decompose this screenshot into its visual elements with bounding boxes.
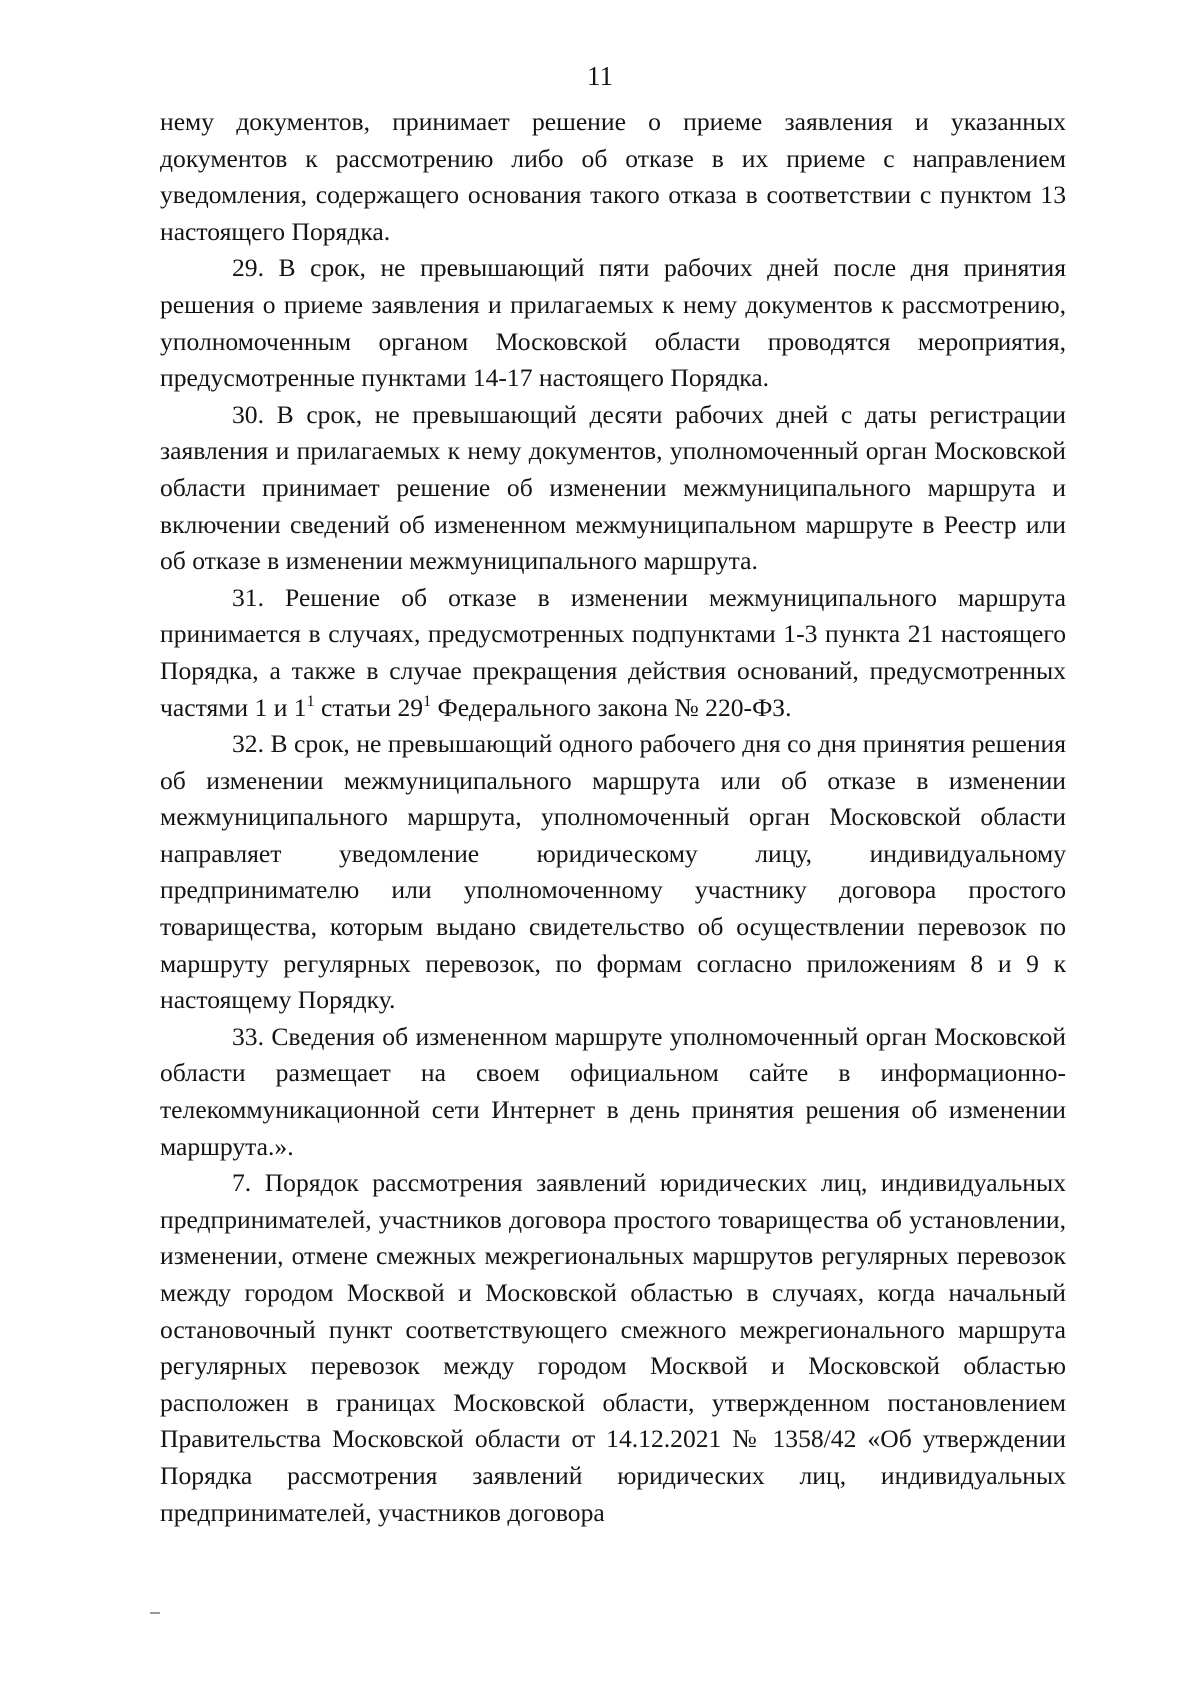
paragraph-30: 30. В срок, не превышающий десяти рабочих дней с даты регистрации заявления и прилагаемых к нему документов, уполномоченный орган Московской области принимает решение об изменении межмуниципального маршрута и включении сведений об измененном межмуниципальном маршруте в Реестр или об отказе в изменении межмуниципального маршрута. [160, 399, 1066, 576]
paragraph-32: 32. В срок, не превышающий одного рабочего дня со дня принятия решения об изменении межмуниципального маршрута или об отказе в изменении межмуниципального маршрута, уполномоченный орган Московской области направляет уведомление юридическому лицу, индивидуальному предпринимателю или уполномоченному участнику договора простого товарищества, которым выдано свидетельство об осуществлении перевозок по маршруту регулярных перевозок, по формам согласно приложениям 8 и 9 к настоящему Порядку. [160, 729, 1066, 1015]
paragraph-31 [160, 580, 1066, 726]
paragraph-31-text-part1: 31. Решение об отказе в изменении межмуниципального маршрута принимается в случаях, предусмотренных подпунктами 1-3 пункта 21 настоящего Порядка, а также в случае прекращения действия оснований, предусмотренных частями 1 и 1 [160, 582, 1066, 722]
page-number: 11 [587, 61, 613, 91]
paragraph-33: 33. Сведения об измененном маршруте уполномоченный орган Московской области размещает на своем официальном сайте в информационно-телекоммуникационной сети Интернет в день принятия решения об изменении маршрута.». [160, 1021, 1066, 1161]
paragraph-7: 7. Порядок рассмотрения заявлений юридических лиц, индивидуальных предпринимателей, участников договора простого товарищества об установлении, изменении, отмене смежных межрегиональных маршрутов регулярных перевозок между городом Москвой и Московской областью в случаях, когда начальный остановочный пункт соответствующего смежного межрегионального маршрута регулярных перевозок между городом Москвой и Московской областью расположен в границах Московской области, утвержденном постановлением Правительства Московской области от 14.12.2021 № 1358/42 «Об утверждении Порядка рассмотрения заявлений юридических лиц, индивидуальных предпринимателей, участников договора [160, 1168, 1066, 1527]
superscript-1: 1 [306, 692, 315, 710]
paragraph-31-text-part2: статьи 29 [314, 692, 424, 722]
paragraph-31-text-part3: Федерального закона № 220-ФЗ. [431, 692, 792, 722]
document-body [160, 104, 1066, 1531]
paragraph-continuation: нему документов, принимает решение о приеме заявления и указанных документов к рассмотрению либо об отказе в их приеме с направлением уведомления, содержащего основания такого отказа в соответствии с пунктом 13 настоящего Порядка. [160, 107, 1066, 246]
paragraph-29: 29. В срок, не превышающий пяти рабочих дней после дня принятия решения о приеме заявления и прилагаемых к нему документов к рассмотрению, уполномоченным органом Московской области проводятся мероприятия, предусмотренные пунктами 14-17 настоящего Порядка. [160, 253, 1066, 393]
scan-margin-mark [150, 1612, 160, 1614]
superscript-2: 1 [423, 692, 432, 710]
